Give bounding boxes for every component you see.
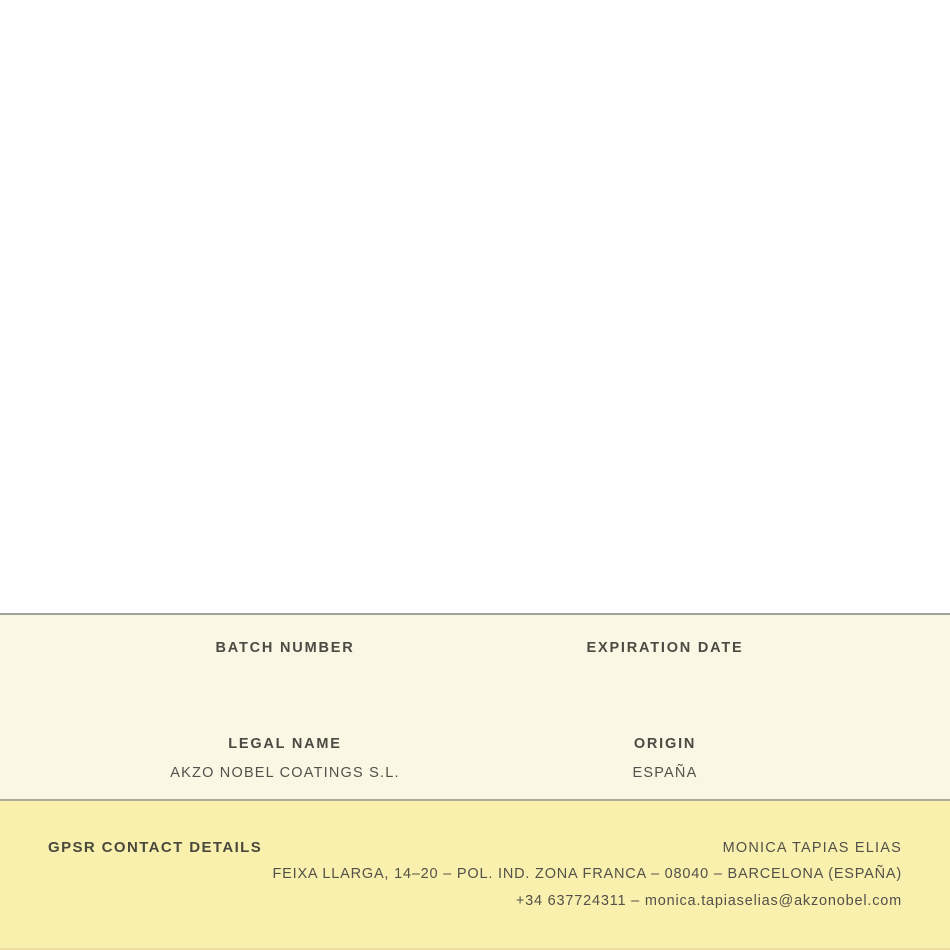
- field-row-legal-origin: [95, 735, 855, 782]
- gpsr-contact-panel: [0, 801, 950, 950]
- origin-label: ORIGIN: [633, 736, 697, 752]
- gpsr-contact-address: FEIXA LLARGA, 14–20 – POL. IND. ZONA FRANCA – 08040 – BARCELONA (ESPAÑA): [272, 866, 902, 882]
- expiration-date-label: EXPIRATION DATE: [586, 640, 744, 656]
- legal-name-label: LEGAL NAME: [228, 736, 342, 752]
- product-info-panel: [0, 615, 950, 799]
- legal-name-field: [95, 735, 475, 782]
- origin-field: [475, 735, 855, 782]
- origin-value: ESPAÑA: [632, 765, 698, 781]
- gpsr-contact-header: [48, 839, 902, 857]
- batch-number-field: [95, 639, 475, 668]
- legal-name-value: AKZO NOBEL COATINGS S.L.: [170, 765, 400, 781]
- gpsr-contact-phone-email: +34 637724311 – monica.tapiaselias@akzonobel.com: [515, 893, 902, 909]
- gpsr-contact-name: MONICA TAPIAS ELIAS: [722, 840, 902, 856]
- field-row-batch-expiration: [95, 639, 855, 668]
- gpsr-contact-title: GPSR CONTACT DETAILS: [48, 839, 263, 856]
- expiration-date-field: [475, 639, 855, 668]
- batch-number-label: BATCH NUMBER: [215, 640, 355, 656]
